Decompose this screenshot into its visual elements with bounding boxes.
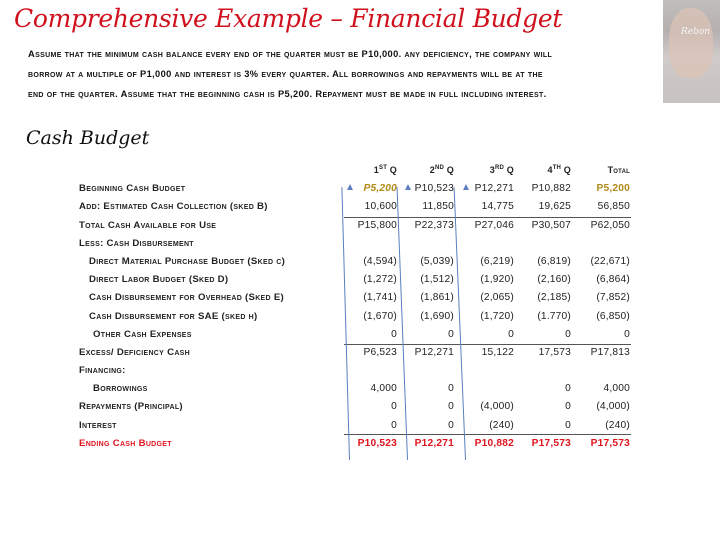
slide-title: Comprehensive Example – Financial Budget [14, 4, 563, 33]
subtotal-rule [344, 344, 631, 345]
cell-value: (2,065) [480, 292, 514, 304]
cell-value: (1,861) [420, 292, 454, 304]
cell-value: (1.770) [537, 310, 571, 322]
table-row-direct-labor [79, 271, 631, 289]
row-label: Other Cash Expenses [93, 328, 192, 340]
row-label: Add: Estimated Cash Collection (sked B) [79, 201, 268, 213]
subtotal-rule [344, 217, 631, 218]
cell-value: 0 [448, 401, 454, 413]
cell-value: (4,000) [480, 401, 514, 413]
table-row-other-expenses [79, 326, 631, 344]
header-q3: 3RD Q [489, 165, 514, 175]
cell-value: 14,775 [481, 201, 514, 213]
cell-value: 0 [448, 328, 454, 340]
cell-value: (6,819) [537, 255, 571, 267]
cell-value: P10,882 [531, 183, 571, 195]
cell-value: (7,852) [596, 292, 630, 304]
cell-value: 0 [508, 328, 514, 340]
cell-value: P17,573 [590, 437, 630, 449]
cell-value: 4,000 [603, 383, 630, 395]
table-row-direct-material [79, 253, 631, 271]
cell-value: (6,850) [596, 310, 630, 322]
cell-value: P10,523 [414, 183, 454, 195]
table-row-total-cash-available [79, 217, 631, 235]
subtotal-rule [344, 434, 631, 435]
row-label: Cash Disbursement for Overhead (Sked E) [89, 292, 285, 304]
header-q1: 1ST Q [373, 165, 397, 175]
header-q2: 2ND Q [429, 165, 454, 175]
table-row-less-disbursement [79, 235, 631, 253]
row-label: Less: Cash Disbursement [79, 237, 194, 249]
cell-value: P12,271 [474, 183, 514, 195]
table-row-excess-deficiency [79, 344, 631, 362]
cell-value: 11,850 [422, 201, 454, 213]
section-subtitle: Cash Budget [26, 127, 150, 149]
row-label: Borrowings [93, 383, 148, 395]
row-label: Interest [79, 419, 117, 431]
cell-value: P5,200 [596, 183, 630, 195]
table-row-borrowings [79, 380, 631, 398]
cell-value: 0 [624, 328, 630, 340]
cell-value: P22,373 [414, 219, 454, 231]
header-total: Total [607, 165, 630, 175]
row-label: Cash Disbursement for SAE (sked h) [89, 310, 258, 322]
row-label: Direct Material Purchase Budget (Sked c) [89, 255, 286, 267]
intro-line: Assume that the minimum cash balance every end of the quarter must be P10,000. any deficiency, the company will [28, 49, 553, 59]
cell-value: 0 [448, 383, 454, 395]
cash-budget-table [79, 162, 631, 453]
photo-signature: Rebon [681, 27, 711, 37]
table-header-row [79, 162, 631, 180]
cell-value: P27,046 [474, 219, 514, 231]
cell-value: 0 [565, 419, 571, 431]
row-label: Direct Labor Budget (Sked D) [89, 274, 229, 286]
cell-value: 56,850 [597, 201, 630, 213]
cell-value: 0 [565, 383, 571, 395]
cell-value: (1,690) [420, 310, 454, 322]
cell-value: 17,573 [538, 346, 571, 358]
cell-value: (1,920) [480, 274, 514, 286]
cell-value: (5,039) [420, 255, 454, 267]
cell-value: (1,670) [363, 310, 397, 322]
cell-value: (22,671) [590, 255, 630, 267]
row-label: Beginning Cash Budget [79, 183, 186, 195]
row-label: Ending Cash Budget [79, 437, 172, 449]
row-label: Total Cash Available for Use [79, 219, 217, 231]
cell-value: P6,523 [363, 346, 397, 358]
cell-value: 0 [391, 401, 397, 413]
cell-value: 4,000 [370, 383, 397, 395]
cell-value: 0 [391, 328, 397, 340]
row-label: Financing: [79, 365, 126, 377]
cell-value: (6,219) [480, 255, 514, 267]
header-q4: 4TH Q [547, 165, 571, 175]
cell-value: P12,271 [414, 437, 454, 449]
cell-value: 19,625 [538, 201, 571, 213]
cell-value: (2,160) [537, 274, 571, 286]
cell-value: P15,800 [357, 219, 397, 231]
cell-value: P10,523 [357, 437, 397, 449]
arrowhead-icon [347, 184, 353, 190]
cell-value: 0 [565, 328, 571, 340]
cell-value: (1,272) [363, 274, 397, 286]
cell-value: P12,271 [414, 346, 454, 358]
cell-value: 15,122 [481, 346, 514, 358]
cell-value: P30,507 [531, 219, 571, 231]
cell-value: (240) [489, 419, 514, 431]
cell-value: P5,200 [363, 183, 397, 195]
cell-value: P17,813 [590, 346, 630, 358]
table-row-repayments [79, 398, 631, 416]
table-row-beginning-cash [79, 180, 631, 198]
row-label: Excess/ Deficiency Cash [79, 346, 190, 358]
table-row-financing [79, 362, 631, 380]
table-row-interest [79, 417, 631, 435]
row-label: Repayments (Principal) [79, 401, 183, 413]
cell-value: 0 [565, 401, 571, 413]
table-row-ending-cash [79, 435, 631, 453]
intro-line: borrow at a multiple of P1,000 and interest is 3% every quarter. All borrowings and repayments will be at the [28, 69, 543, 79]
cell-value: (4,594) [363, 255, 397, 267]
table-row-cash-collection [79, 198, 631, 216]
cell-value: 10,600 [364, 201, 397, 213]
intro-line: end of the quarter. Assume that the beginning cash is P5,200. Repayment must be made in full including interest. [28, 89, 547, 99]
arrowhead-icon [463, 184, 469, 190]
cell-value: (1,720) [480, 310, 514, 322]
table-row-overhead [79, 289, 631, 307]
cell-value: P17,573 [531, 437, 571, 449]
table-row-sae [79, 308, 631, 326]
cell-value: 0 [448, 419, 454, 431]
cell-value: (2,185) [537, 292, 571, 304]
cell-value: (1,512) [420, 274, 454, 286]
cell-value: (240) [605, 419, 630, 431]
cell-value: P10,882 [474, 437, 514, 449]
problem-statement [28, 44, 700, 104]
arrowhead-icon [405, 184, 411, 190]
cell-value: (6,864) [596, 274, 630, 286]
cell-value: P62,050 [590, 219, 630, 231]
cell-value: 0 [391, 419, 397, 431]
cell-value: (1,741) [363, 292, 397, 304]
cell-value: (4,000) [596, 401, 630, 413]
